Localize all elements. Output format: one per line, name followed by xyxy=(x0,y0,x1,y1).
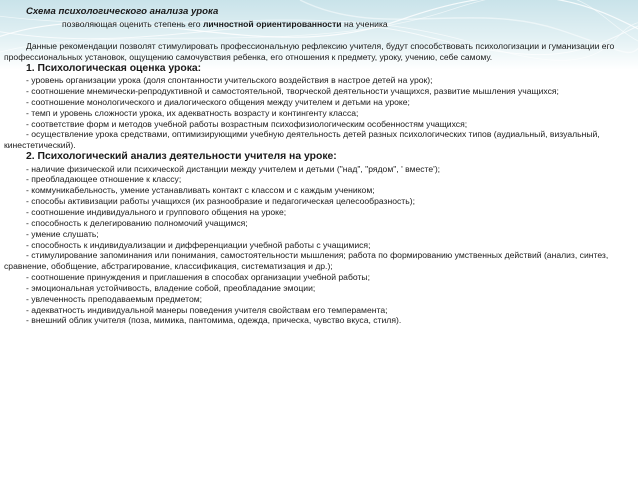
section1-item: - уровень организации урока (доля спонтанности учительского воздействия в настрое детей на урок); xyxy=(26,75,433,86)
document-body xyxy=(4,6,634,326)
subtitle-post: на ученика xyxy=(341,19,388,29)
section2-item: - способность к делегированию полномочий учащимся; xyxy=(26,217,248,228)
document-title: Схема психологического анализа урока xyxy=(26,6,219,17)
section2-item: - способы активизации работы учащихся (их разнообразие и педагогическая целесообразность); xyxy=(26,196,415,207)
section2-item: - увлеченность преподаваемым предметом; xyxy=(26,293,203,304)
section2-item: - стимулирование запоминания или понимания, самостоятельности мышления; работа по формированию умственных действий (анализ, синтез, сравнение, обобщение, абстрагирование, классификация, систематизация и др.); xyxy=(4,250,609,272)
section2-item: - эмоциональная устойчивость, владение собой, преобладание эмоции; xyxy=(26,282,316,293)
section2-item: - преобладающее отношение к классу; xyxy=(26,174,182,185)
section2-item: - соотношение индивидуального и группового общения на уроке; xyxy=(26,206,287,217)
subtitle-bold: личностной ориентированности xyxy=(202,19,342,29)
section2-item: - соотношение принуждения и приглашения в способах организации учебной работы; xyxy=(26,272,370,283)
section1-item: - темп и уровень сложности урока, их адекватность возрасту и контингенту класса; xyxy=(26,107,359,118)
section1-item: - соотношение монологического и диалогического общения между учителем и детьми на уроке; xyxy=(26,96,410,107)
section2-item: - наличие физической или психической дистанции между учителем и детьми ("над", "рядом", ' вместе'); xyxy=(26,163,441,174)
section2-heading: 2. Психологический анализ деятельности учителя на уроке: xyxy=(26,151,337,163)
section1-item: - осуществление урока средствами, оптимизирующими учебную деятельность детей разных психологических типов (аудиальный, визуальный, кинестетический). xyxy=(4,129,600,151)
section1-item: - соотношение мнемически-репродуктивной и самостоятельной, творческой деятельности учащихся, развитие мышления учащихся; xyxy=(26,86,559,97)
section2-item: - способность к индивидуализации и дифференциации учебной работы с учащимися; xyxy=(26,239,371,250)
section2-item: - внешний облик учителя (поза, мимика, пантомима, одежда, прическа, чувство вкуса, стиля). xyxy=(26,315,402,326)
section2-item: - адекватность индивидуальной манеры поведения учителя свойствам его темперамента; xyxy=(26,304,388,315)
section1-item: - соответствие форм и методов учебной работы возрастным психофизиологическим особенностям учащихся; xyxy=(26,118,468,129)
section2-item: - умение слушать; xyxy=(26,228,99,239)
section2-item: - коммуникабельность, умение устанавливать контакт с классом и с каждым учеником; xyxy=(26,185,375,196)
subtitle-pre: позволяющая оценить степень его xyxy=(62,19,203,29)
intro-paragraph: Данные рекомендации позволят стимулировать профессиональную рефлексию учителя, будут способствовать психологизации и гуманизации его профессиональных установок, ощущению самочувствия ребенка, его отношения к предмету, уроку, учению, себе самому. xyxy=(4,41,615,62)
section1-heading: 1. Психологическая оценка урока: xyxy=(26,62,202,74)
document-subtitle xyxy=(62,18,634,30)
